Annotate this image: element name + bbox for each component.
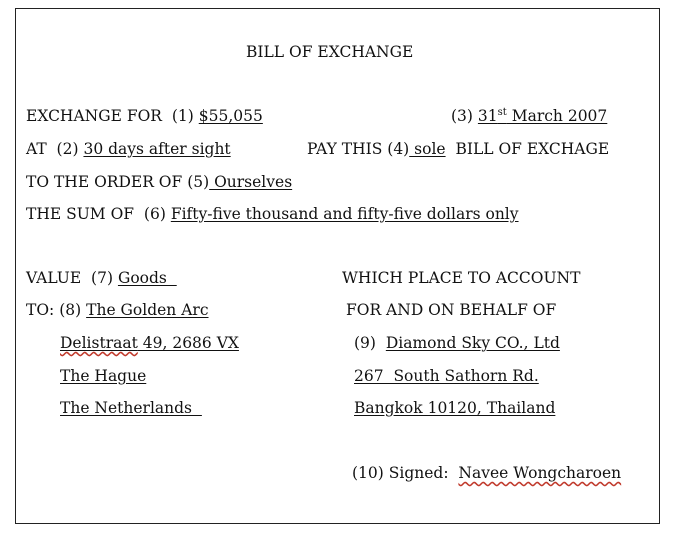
to-city (60, 366, 146, 386)
signed-label: (10) Signed: (352, 464, 449, 482)
signed-name: Navee Wongcharoen (458, 464, 622, 482)
drawer-line (354, 333, 560, 353)
pay-this-suffix: BILL OF EXCHAGE (455, 140, 610, 158)
order-of-value: Ourselves (209, 173, 293, 191)
sum-of-line (26, 204, 519, 224)
sum-of-num: (6) (143, 205, 166, 223)
to-country-value: The Netherlands (60, 399, 202, 417)
which-place-text: WHICH PLACE TO ACCOUNT (342, 269, 581, 287)
exchange-for-line (26, 106, 263, 126)
for-behalf-text: FOR AND ON BEHALF OF (346, 301, 557, 319)
to-street-value (60, 334, 239, 352)
pay-this-num: (4) (387, 140, 410, 158)
at-num: (2) (56, 140, 79, 158)
drawer-city (354, 398, 555, 418)
drawer-num: (9) (354, 334, 376, 352)
sum-of-label: THE SUM OF (26, 205, 135, 223)
to-country (60, 398, 202, 418)
value-value: Goods (117, 269, 177, 287)
to-street-rest: 49, 2686 VX (137, 334, 239, 352)
signed-line (352, 463, 621, 483)
date-day: 31 (477, 107, 498, 125)
date-line (451, 106, 607, 126)
pay-this-label: PAY THIS (307, 140, 383, 158)
at-value: 30 days after sight (83, 140, 231, 158)
to-street (60, 333, 239, 353)
pay-this-value: sole (409, 140, 446, 158)
drawer-name: Diamond Sky CO., Ltd (385, 334, 560, 352)
order-of-label: TO THE ORDER OF (26, 173, 183, 191)
to-name: The Golden Arc (86, 301, 209, 319)
order-of-line (26, 172, 292, 192)
drawer-street-value: 267 South Sathorn Rd. (354, 367, 539, 385)
to-line (26, 300, 209, 320)
value-line (26, 268, 177, 288)
date-rest: March 2007 (506, 107, 608, 125)
drawer-street (354, 366, 539, 386)
at-line (26, 139, 231, 159)
exchange-for-label: EXCHANGE FOR (26, 107, 162, 125)
exchange-for-num: (1) (171, 107, 194, 125)
date-suffix: st (497, 107, 507, 118)
to-street-word: Delistraat (60, 334, 138, 352)
value-num: (7) (91, 269, 113, 287)
date-value (478, 107, 607, 125)
at-label: AT (26, 140, 47, 158)
date-num: (3) (451, 107, 473, 125)
drawer-city-value: Bangkok 10120, Thailand (354, 399, 556, 417)
exchange-amount: $55,055 (198, 107, 263, 125)
value-label: VALUE (26, 269, 82, 287)
to-city-value: The Hague (60, 367, 147, 385)
to-num: (8) (59, 301, 82, 319)
to-label: TO: (26, 301, 55, 319)
document-title: BILL OF EXCHANGE (246, 43, 414, 61)
order-of-num: (5) (187, 173, 210, 191)
pay-this-line (307, 139, 609, 159)
sum-of-value: Fifty-five thousand and fifty-five dollars only (170, 205, 519, 223)
document-frame (15, 8, 660, 524)
